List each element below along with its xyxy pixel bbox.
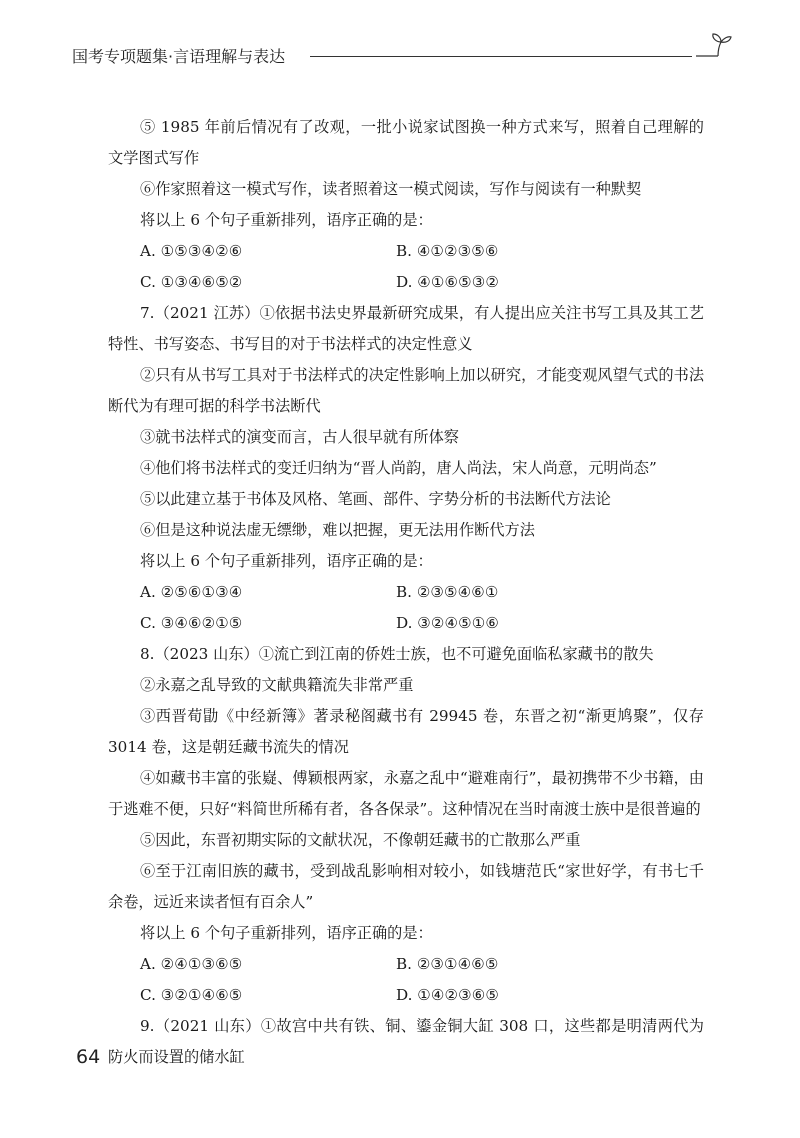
q8-sentence-4: ④如藏书丰富的张嶷、傅颖根两家，永嘉之乱中“避难南行”，最初携带不少书籍，由于逃难不便，只好“料简世所稀有者，各各保录”。这种情况在当时南渡士族中是很普遍的 bbox=[108, 769, 704, 818]
q8-sentence-1: 8.（2023 山东）①流亡到江南的侨姓士族，也不可避免面临私家藏书的散失 bbox=[140, 645, 654, 663]
q8-option-b: B. ②③①④⑥⑤ bbox=[396, 955, 499, 973]
q7-option-a: A. ②⑤⑥①③④ bbox=[140, 583, 243, 601]
q7-option-c: C. ③④⑥②①⑤ bbox=[140, 614, 243, 632]
q6-sentence-6: ⑥作家照着这一模式写作，读者照着这一模式阅读，写作与阅读有一种默契 bbox=[140, 180, 642, 198]
header-title: 国考专项题集·言语理解与表达 bbox=[72, 47, 286, 66]
running-header bbox=[72, 32, 732, 72]
q7-option-b: B. ②③⑤④⑥① bbox=[396, 583, 499, 601]
q8-option-d: D. ①④②③⑥⑤ bbox=[396, 986, 499, 1004]
q7-prompt: 将以上 6 个句子重新排列，语序正确的是： bbox=[140, 552, 433, 570]
q8-option-a: A. ②④①③⑥⑤ bbox=[140, 955, 243, 973]
q8-sentence-6: ⑥至于江南旧族的藏书，受到战乱影响相对较小，如钱塘范氏“家世好学，有书七千余卷，远近来读者恒有百余人” bbox=[108, 862, 704, 911]
q7-options-row-2 bbox=[108, 608, 704, 639]
page-body bbox=[108, 112, 704, 1073]
q8-options-row-1 bbox=[108, 949, 704, 980]
q8-options-row-2 bbox=[108, 980, 704, 1011]
q6-options-row-1 bbox=[108, 236, 704, 267]
header-rule bbox=[310, 56, 692, 57]
q7-sentence-4: ④他们将书法样式的变迁归纳为“晋人尚韵，唐人尚法，宋人尚意，元明尚态” bbox=[140, 459, 657, 477]
q7-options-row-1 bbox=[108, 577, 704, 608]
q6-option-c: C. ①③④⑥⑤② bbox=[140, 273, 243, 291]
q6-option-d: D. ④①⑥⑤③② bbox=[396, 273, 499, 291]
page-number: 64 bbox=[76, 1046, 101, 1068]
q6-option-b: B. ④①②③⑤⑥ bbox=[396, 242, 499, 260]
q7-option-d: D. ③②④⑤①⑥ bbox=[396, 614, 499, 632]
q8-sentence-3: ③西晋荀勖《中经新簿》著录秘阁藏书有 29945 卷，东晋之初“渐更鸠聚”，仅存 3014 卷，这是朝廷藏书流失的情况 bbox=[108, 707, 704, 756]
q7-sentence-5: ⑤以此建立基于书体及风格、笔画、部件、字势分析的书法断代方法论 bbox=[140, 490, 611, 508]
q6-option-a: A. ①⑤③④②⑥ bbox=[140, 242, 243, 260]
q8-option-c: C. ③②①④⑥⑤ bbox=[140, 986, 243, 1004]
sprout-icon bbox=[692, 32, 732, 66]
q6-options-row-2 bbox=[108, 267, 704, 298]
q8-prompt: 将以上 6 个句子重新排列，语序正确的是： bbox=[140, 924, 433, 942]
q6-sentence-5: ⑤ 1985 年前后情况有了改观，一批小说家试图换一种方式来写，照着自己理解的文学图式写作 bbox=[108, 118, 704, 167]
q7-sentence-6: ⑥但是这种说法虚无缥缈，难以把握，更无法用作断代方法 bbox=[140, 521, 535, 539]
q7-sentence-3: ③就书法样式的演变而言，古人很早就有所体察 bbox=[140, 428, 459, 446]
q8-sentence-2: ②永嘉之乱导致的文献典籍流失非常严重 bbox=[140, 676, 414, 694]
q7-sentence-2: ②只有从书写工具对于书法样式的决定性影响上加以研究，才能变观风望气式的书法断代为有理可据的科学书法断代 bbox=[108, 366, 704, 415]
q9-sentence-1: 9.（2021 山东）①故宫中共有铁、铜、鎏金铜大缸 308 口，这些都是明清两代为防火而设置的储水缸 bbox=[108, 1017, 704, 1066]
q8-sentence-5: ⑤因此，东晋初期实际的文献状况，不像朝廷藏书的亡散那么严重 bbox=[140, 831, 581, 849]
q7-sentence-1: 7.（2021 江苏）①依据书法史界最新研究成果，有人提出应关注书写工具及其工艺特性、书写姿态、书写目的对于书法样式的决定性意义 bbox=[108, 304, 704, 353]
q6-prompt: 将以上 6 个句子重新排列，语序正确的是： bbox=[140, 211, 433, 229]
